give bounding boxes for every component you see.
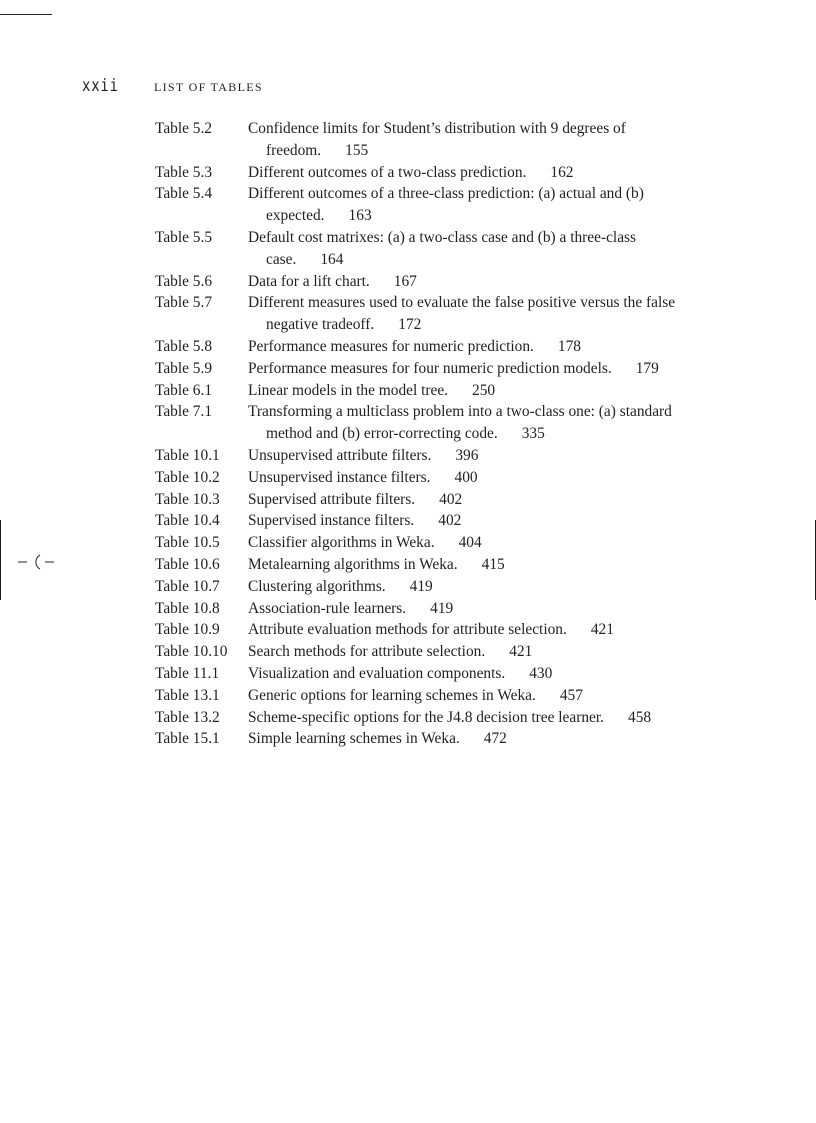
toc-entry (155, 554, 695, 576)
toc-entry (155, 445, 695, 467)
toc-entry (155, 641, 695, 663)
page-reference: 335 (521, 425, 545, 443)
page-reference: 178 (557, 337, 581, 355)
toc-entry (155, 227, 695, 271)
toc-entry (155, 183, 695, 227)
toc-entry (155, 510, 695, 532)
toc-entry (155, 576, 695, 598)
toc-entry (155, 598, 695, 620)
page-reference: 162 (550, 163, 574, 181)
table-label: Table 10.8 (155, 599, 220, 617)
page-reference: 419 (430, 599, 454, 617)
table-label: Table 5.6 (155, 272, 213, 290)
page-reference: 402 (438, 512, 462, 530)
table-title (248, 576, 695, 598)
table-title-text: Default cost matrixes: (a) a two-class case and (b) a three-class case. (248, 228, 637, 268)
toc-entry (155, 162, 695, 184)
toc-entry (155, 489, 695, 511)
toc-entry (155, 532, 695, 554)
page-header (82, 76, 682, 100)
page-number: xxii (82, 76, 119, 96)
table-label: Table 5.7 (155, 294, 213, 312)
table-title-text: Different outcomes of a two-class prediction. (248, 163, 527, 181)
table-title (248, 619, 695, 641)
table-title (248, 641, 695, 663)
page-reference: 163 (348, 207, 372, 225)
table-label: Table 10.5 (155, 534, 220, 552)
toc-entry (155, 707, 695, 729)
table-label: Table 11.1 (155, 664, 220, 682)
table-label: Table 7.1 (155, 403, 213, 421)
table-title-text: Performance measures for numeric prediction. (248, 337, 534, 355)
toc-entry (155, 271, 695, 293)
toc-entry (155, 663, 695, 685)
table-title (248, 510, 695, 532)
table-title (248, 380, 695, 402)
toc-entry (155, 358, 695, 380)
page-reference: 164 (320, 250, 344, 268)
table-title-text: Association-rule learners. (248, 599, 407, 617)
table-title-text: Metalearning algorithms in Weka. (248, 555, 458, 573)
table-title-text: Performance measures for four numeric prediction models. (248, 359, 612, 377)
table-title-text: Unsupervised instance filters. (248, 468, 431, 486)
table-title (248, 271, 695, 293)
table-label: Table 5.5 (155, 228, 213, 246)
page-reference: 457 (559, 686, 583, 704)
table-label: Table 10.3 (155, 490, 220, 508)
page-reference: 167 (393, 272, 417, 290)
table-title-text: Scheme-specific options for the J4.8 decision tree learner. (248, 708, 604, 726)
table-title (248, 358, 695, 380)
table-title (248, 336, 695, 358)
toc-entry (155, 380, 695, 402)
page-reference: 250 (472, 381, 496, 399)
table-title-text: Classifier algorithms in Weka. (248, 534, 435, 552)
toc-entry (155, 401, 695, 445)
table-label: Table 15.1 (155, 730, 220, 748)
table-title-text: Transforming a multiclass problem into a two-class one: (a) standard method and (b) error-correcting code. (248, 403, 672, 443)
running-head: LIST OF TABLES (154, 80, 263, 94)
toc-entry (155, 619, 695, 641)
table-label: Table 10.4 (155, 512, 220, 530)
table-title-text: Supervised attribute filters. (248, 490, 416, 508)
toc-entry (155, 685, 695, 707)
list-of-tables (155, 118, 695, 750)
page-reference: 172 (398, 316, 422, 334)
table-title (248, 663, 695, 685)
crop-mark-top (0, 14, 52, 15)
table-title-text: Clustering algorithms. (248, 577, 386, 595)
table-label: Table 13.2 (155, 708, 220, 726)
table-title (248, 532, 695, 554)
table-label: Table 5.2 (155, 120, 213, 137)
table-title-text: Confidence limits for Student’s distribution with 9 degrees of freedom. (248, 120, 626, 159)
table-title (248, 685, 695, 707)
table-label: Table 5.9 (155, 359, 213, 377)
table-title (248, 728, 695, 750)
table-title (248, 292, 695, 336)
table-label: Table 10.7 (155, 577, 220, 595)
crop-mark-left (0, 520, 1, 600)
table-title (248, 467, 695, 489)
page-reference: 458 (628, 708, 652, 726)
toc-entry (155, 336, 695, 358)
table-title (248, 598, 695, 620)
table-title-text: Supervised instance filters. (248, 512, 415, 530)
table-title-text: Simple learning schemes in Weka. (248, 730, 460, 748)
table-label: Table 10.9 (155, 621, 220, 639)
page-reference: 402 (439, 490, 463, 508)
table-title (248, 162, 695, 184)
table-label: Table 5.3 (155, 163, 213, 181)
table-title-text: Search methods for attribute selection. (248, 643, 486, 661)
page-reference: 472 (483, 730, 507, 748)
page-reference: 396 (455, 446, 479, 464)
table-label: Table 10.1 (155, 446, 220, 464)
table-title (248, 118, 695, 162)
table-title (248, 707, 695, 729)
table-title (248, 183, 695, 227)
table-label: Table 13.1 (155, 686, 220, 704)
table-title (248, 445, 695, 467)
table-label: Table 10.2 (155, 468, 220, 486)
page-reference: 421 (509, 643, 533, 661)
table-label: Table 5.8 (155, 337, 213, 355)
page-reference: 179 (635, 359, 659, 377)
table-title (248, 227, 695, 271)
table-label: Table 5.4 (155, 185, 213, 203)
page-reference: 155 (345, 141, 369, 159)
table-title-text: Data for a lift chart. (248, 272, 370, 290)
page-reference: 421 (590, 621, 614, 639)
toc-entry (155, 728, 695, 750)
table-title (248, 489, 695, 511)
table-label: Table 10.6 (155, 555, 220, 573)
table-title (248, 401, 695, 445)
page-reference: 419 (409, 577, 433, 595)
page-reference: 415 (481, 555, 505, 573)
toc-entry (155, 467, 695, 489)
page-reference: 430 (529, 664, 553, 682)
toc-entry (155, 292, 695, 336)
table-title-text: Generic options for learning schemes in Weka. (248, 686, 536, 704)
table-title-text: Different outcomes of a three-class prediction: (a) actual and (b) expected. (248, 185, 644, 225)
page-reference: 400 (454, 468, 478, 486)
table-title-text: Different measures used to evaluate the false positive versus the false negative tradeoff. (248, 294, 676, 334)
table-title (248, 554, 695, 576)
page-reference: 404 (458, 534, 482, 552)
table-title-text: Visualization and evaluation components. (248, 664, 506, 682)
table-title-text: Linear models in the model tree. (248, 381, 449, 399)
table-label: Table 10.10 (155, 643, 228, 661)
table-title-text: Attribute evaluation methods for attribute selection. (248, 621, 567, 639)
table-title-text: Unsupervised attribute filters. (248, 446, 432, 464)
registration-mark-icon (18, 550, 54, 574)
table-label: Table 6.1 (155, 381, 213, 399)
toc-entry (155, 118, 695, 162)
